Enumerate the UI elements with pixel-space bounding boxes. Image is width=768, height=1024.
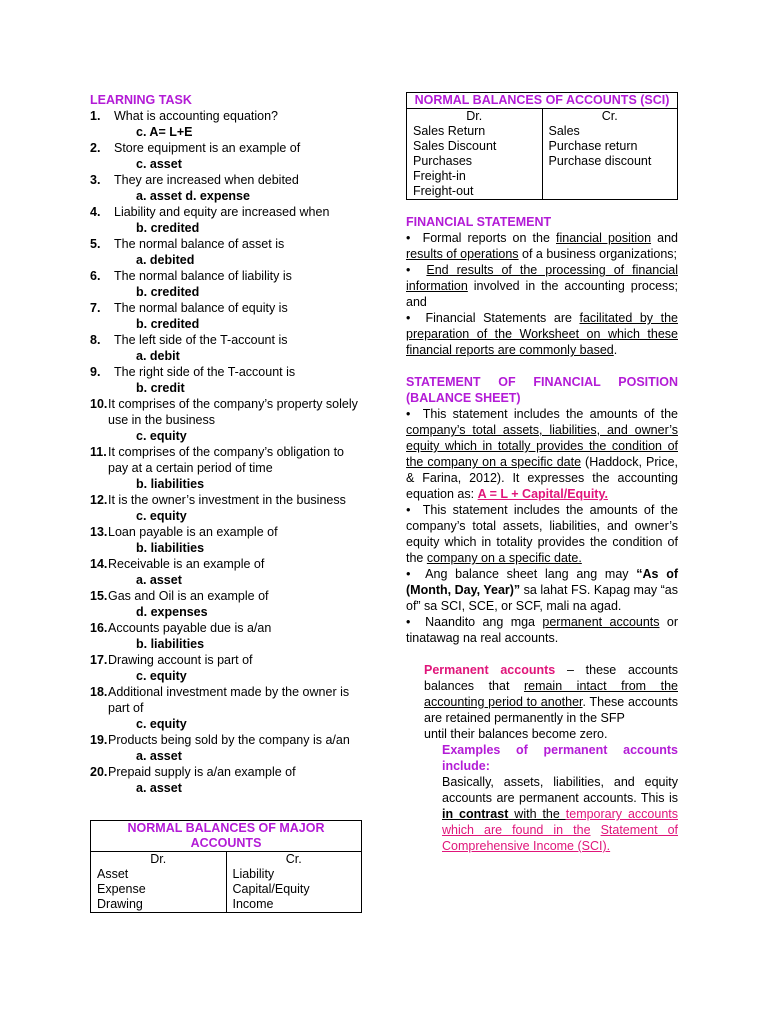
question-item <box>90 732 362 748</box>
question-number: 6. <box>90 269 101 283</box>
question-item <box>90 764 362 780</box>
sfp-bullet-4: • Naandito ang mga permanent accounts or tinatawag na real accounts. <box>406 615 679 645</box>
question-number: 16. <box>90 621 108 635</box>
answer-text: c. A= L+E <box>136 125 193 139</box>
fs-b3-u: facilitated by the preparation of the Worksheet on which these financial reports are commonly based <box>406 311 678 357</box>
answer-text: b. liabilities <box>136 541 205 555</box>
answer-text: b. credited <box>136 317 200 331</box>
perm-ex-bold: in contrast <box>442 807 509 821</box>
question-text: It is the owner’s investment in the business <box>108 493 346 507</box>
learning-task-title: LEARNING TASK <box>90 93 192 107</box>
sfp-b2-pre: This statement includes the amounts of the company’s total assets, liabilities, and owner’s equity which in totality provides the condition of the <box>406 503 678 565</box>
answer-text: c. equity <box>136 429 187 443</box>
sfp-b3-em: “As of (Month, Day, Year)” <box>406 567 679 597</box>
question-text: The normal balance of asset is <box>114 237 285 251</box>
question-item <box>90 444 362 476</box>
fs-b3-pre: Financial Statements are <box>425 311 580 325</box>
question-text: Additional investment made by the owner is part of <box>108 685 350 715</box>
fs-b3-post: . <box>613 343 618 357</box>
question-number: 7. <box>90 301 101 315</box>
question-number: 4. <box>90 205 101 219</box>
question-number: 18. <box>90 685 108 699</box>
question-item <box>90 172 362 188</box>
answer-text: a. asset d. expense <box>136 189 250 203</box>
sfp-section <box>406 374 678 646</box>
perm-p1-u: remain intact from the accounting period to another <box>424 679 678 709</box>
question-text: They are increased when debited <box>114 173 299 187</box>
question-item <box>90 236 362 252</box>
answer-text: b. credit <box>136 381 185 395</box>
major-cr-list <box>226 867 362 913</box>
question-text: It comprises of the company’s property solely use in the business <box>108 397 358 427</box>
sci-dr-list <box>407 124 543 200</box>
question-list <box>90 108 362 796</box>
question-text: It comprises of the company’s obligation to pay at a certain period of time <box>108 445 345 475</box>
table-cell-item: Purchase return <box>548 139 638 153</box>
sfp-b3-post: sa lahat FS. Kapag may “as of” sa SCI, SCE, or SCF, mali na agad. <box>406 583 678 613</box>
perm-ex-space <box>591 823 601 837</box>
answer-text: a. asset <box>136 573 182 587</box>
answer-text: a. debit <box>136 349 180 363</box>
question-number: 14. <box>90 557 108 571</box>
fs-b1-pre: Formal reports on the <box>422 231 556 245</box>
sfp-b4-post: or tinatawag na real accounts. <box>406 615 679 645</box>
table-cell-item: Capital/Equity <box>232 882 310 896</box>
left-column <box>90 92 362 913</box>
question-item <box>90 684 362 716</box>
answer-text: b. liabilities <box>136 477 205 491</box>
fs-b1-u1: financial position <box>556 231 652 245</box>
table-cell-item: Expense <box>97 882 146 896</box>
question-item <box>90 108 362 124</box>
sci-dr-label: Dr. <box>407 109 543 125</box>
table-cell-item: Sales Discount <box>413 139 497 153</box>
question-number: 12. <box>90 493 108 507</box>
perm-p1: – these accounts balances that <box>424 663 678 693</box>
question-number: 19. <box>90 733 108 747</box>
answer-text: a. asset <box>136 749 182 763</box>
question-item <box>90 332 362 348</box>
question-number: 3. <box>90 173 101 187</box>
answer-text: c. equity <box>136 717 187 731</box>
sci-cr-label: Cr. <box>542 109 678 125</box>
answer-text: b. credited <box>136 285 200 299</box>
question-item <box>90 524 362 540</box>
sfp-b4-pre: Naandito ang mga <box>425 615 543 629</box>
question-text: Accounts payable due is a/an <box>108 621 272 635</box>
perm-ex-mid: with the <box>508 807 566 821</box>
sfp-b1-pre: This statement includes the amounts of the <box>422 407 678 421</box>
sfp-bullet-2: • This statement includes the amounts of the company’s total assets, liabilities, and owner’s equity which in totality provides the condition of the company on a specific date. <box>406 503 678 565</box>
question-text: The left side of the T-account is <box>114 333 288 347</box>
question-item <box>90 588 362 604</box>
major-cr-label: Cr. <box>226 852 362 868</box>
table-cell-item: Sales Return <box>413 124 486 138</box>
question-number: 11. <box>90 445 107 459</box>
perm-p1-post: . These accounts are retained permanently in the SFP <box>424 695 679 725</box>
right-column <box>406 92 678 854</box>
major-dr-label: Dr. <box>91 852 227 868</box>
question-item <box>90 300 362 316</box>
major-accounts-table <box>90 820 362 913</box>
permanent-accounts-block <box>424 662 678 854</box>
fs-b1-u2: results of operations <box>406 247 519 261</box>
table-cell-item: Sales <box>548 124 580 138</box>
answer-text: a. asset <box>136 781 182 795</box>
question-number: 5. <box>90 237 101 251</box>
fs-bullet-3: • Financial Statements are facilitated by the preparation of the Worksheet on which these financial reports are commonly based. <box>406 311 678 357</box>
perm-ex-text: Basically, assets, liabilities, and equity accounts are permanent accounts. This is <box>442 775 678 805</box>
fs-b1-post: of a business organizations; <box>518 247 677 261</box>
perm-term: Permanent accounts <box>424 663 556 677</box>
question-item <box>90 492 362 508</box>
question-number: 17. <box>90 653 108 667</box>
answer-text: b. credited <box>136 221 200 235</box>
major-table-title: NORMAL BALANCES OF MAJOR ACCOUNTS <box>91 821 362 852</box>
question-text: What is accounting equation? <box>114 109 278 123</box>
question-item <box>90 396 362 428</box>
sci-table <box>406 92 678 200</box>
question-number: 20. <box>90 765 108 779</box>
question-text: Products being sold by the company is a/an <box>108 733 350 747</box>
sfp-bullet-3: • Ang balance sheet lang ang may “As of (Month, Day, Year)” sa lahat FS. Kapag may “as of” sa SCI, SCE, or SCF, mali na agad. <box>406 567 679 613</box>
question-text: The right side of the T-account is <box>114 365 296 379</box>
major-dr-list <box>91 867 227 913</box>
question-number: 13. <box>90 525 108 539</box>
table-cell-item: Freight-in <box>413 169 466 183</box>
fs-title: FINANCIAL STATEMENT <box>406 215 552 229</box>
question-text: Gas and Oil is an example of <box>108 589 269 603</box>
major-accounts-table-wrap <box>90 820 362 913</box>
question-text: Prepaid supply is a/an example of <box>108 765 296 779</box>
answer-text: d. expenses <box>136 605 208 619</box>
question-item <box>90 268 362 284</box>
sci-link[interactable]: Statement of Comprehensive Income (SCI). <box>442 823 678 853</box>
perm-ex-title: Examples of permanent accounts include: <box>442 743 678 773</box>
sfp-b3-pre: Ang balance sheet lang ang may <box>425 567 637 581</box>
table-cell-item: Freight-out <box>413 184 474 198</box>
question-number: 9. <box>90 365 101 379</box>
answer-text: a. debited <box>136 253 195 267</box>
fs-b1-mid: and <box>651 231 678 245</box>
question-text: The normal balance of liability is <box>114 269 292 283</box>
fs-b2-u: End results of the processing of financial information <box>406 263 678 293</box>
question-text: Receivable is an example of <box>108 557 265 571</box>
sfp-b1-u: company’s total assets, liabilities, and owner’s equity which in totally provides the condition of the company on a specific date <box>406 423 678 469</box>
question-text: Store equipment is an example of <box>114 141 301 155</box>
question-text: Liability and equity are increased when <box>114 205 330 219</box>
fs-bullet-2: • End results of the processing of financial information involved in the accounting process; and <box>406 263 678 309</box>
fs-bullet-1: • Formal reports on the financial position and results of operations of a business organizations; <box>406 231 678 261</box>
answer-text: c. asset <box>136 157 182 171</box>
perm-para <box>424 662 678 726</box>
question-number: 15. <box>90 589 108 603</box>
answer-text: b. liabilities <box>136 637 205 651</box>
sci-cr-list <box>542 124 678 200</box>
question-text: The normal balance of equity is <box>114 301 288 315</box>
question-item <box>90 556 362 572</box>
answer-text: c. equity <box>136 509 187 523</box>
sfp-equation: A = L + Capital/Equity. <box>477 487 608 501</box>
table-cell-item: Asset <box>97 867 129 881</box>
question-item <box>90 620 362 636</box>
answer-text: c. equity <box>136 669 187 683</box>
question-item <box>90 652 362 668</box>
question-item <box>90 364 362 380</box>
perm-examples <box>442 742 678 854</box>
perm-ex-body <box>442 774 678 854</box>
question-item <box>90 204 362 220</box>
sfp-b1-post: (Haddock, Price, & Farina, 2012). It expresses the accounting equation as: <box>406 455 678 501</box>
question-text: Drawing account is part of <box>108 653 253 667</box>
question-item <box>90 140 362 156</box>
table-cell-item: Purchases <box>413 154 473 168</box>
sfp-b4-u: permanent accounts <box>542 615 660 629</box>
question-number: 1. <box>90 109 101 123</box>
question-number: 2. <box>90 141 101 155</box>
question-number: 10. <box>90 397 108 411</box>
table-cell-item: Purchase discount <box>548 154 652 168</box>
table-cell-item: Liability <box>232 867 275 881</box>
question-text: Loan payable is an example of <box>108 525 278 539</box>
sfp-bullet-1: • This statement includes the amounts of the company’s total assets, liabilities, and owner’s equity which in totally provides the condition of the company on a specific date (Haddock, Price, & Farina, 2012). It expresses the accounting equation as: A = L + Capital/Equity. <box>406 407 678 501</box>
table-cell-item: Drawing <box>97 897 143 911</box>
sfp-b2-u: company on a specific date. <box>426 551 582 565</box>
financial-statement-section <box>406 214 678 358</box>
temporary-accounts-link[interactable]: temporary accounts which are found in the <box>442 807 678 837</box>
sci-table-title: NORMAL BALANCES OF ACCOUNTS (SCI) <box>407 93 678 109</box>
perm-p2: until their balances become zero. <box>424 727 608 741</box>
question-number: 8. <box>90 333 101 347</box>
fs-b2-post: involved in the accounting process; and <box>406 279 678 309</box>
sfp-title: STATEMENT OF FINANCIAL POSITION (BALANCE SHEET) <box>406 375 678 405</box>
table-cell-item: Income <box>232 897 274 911</box>
